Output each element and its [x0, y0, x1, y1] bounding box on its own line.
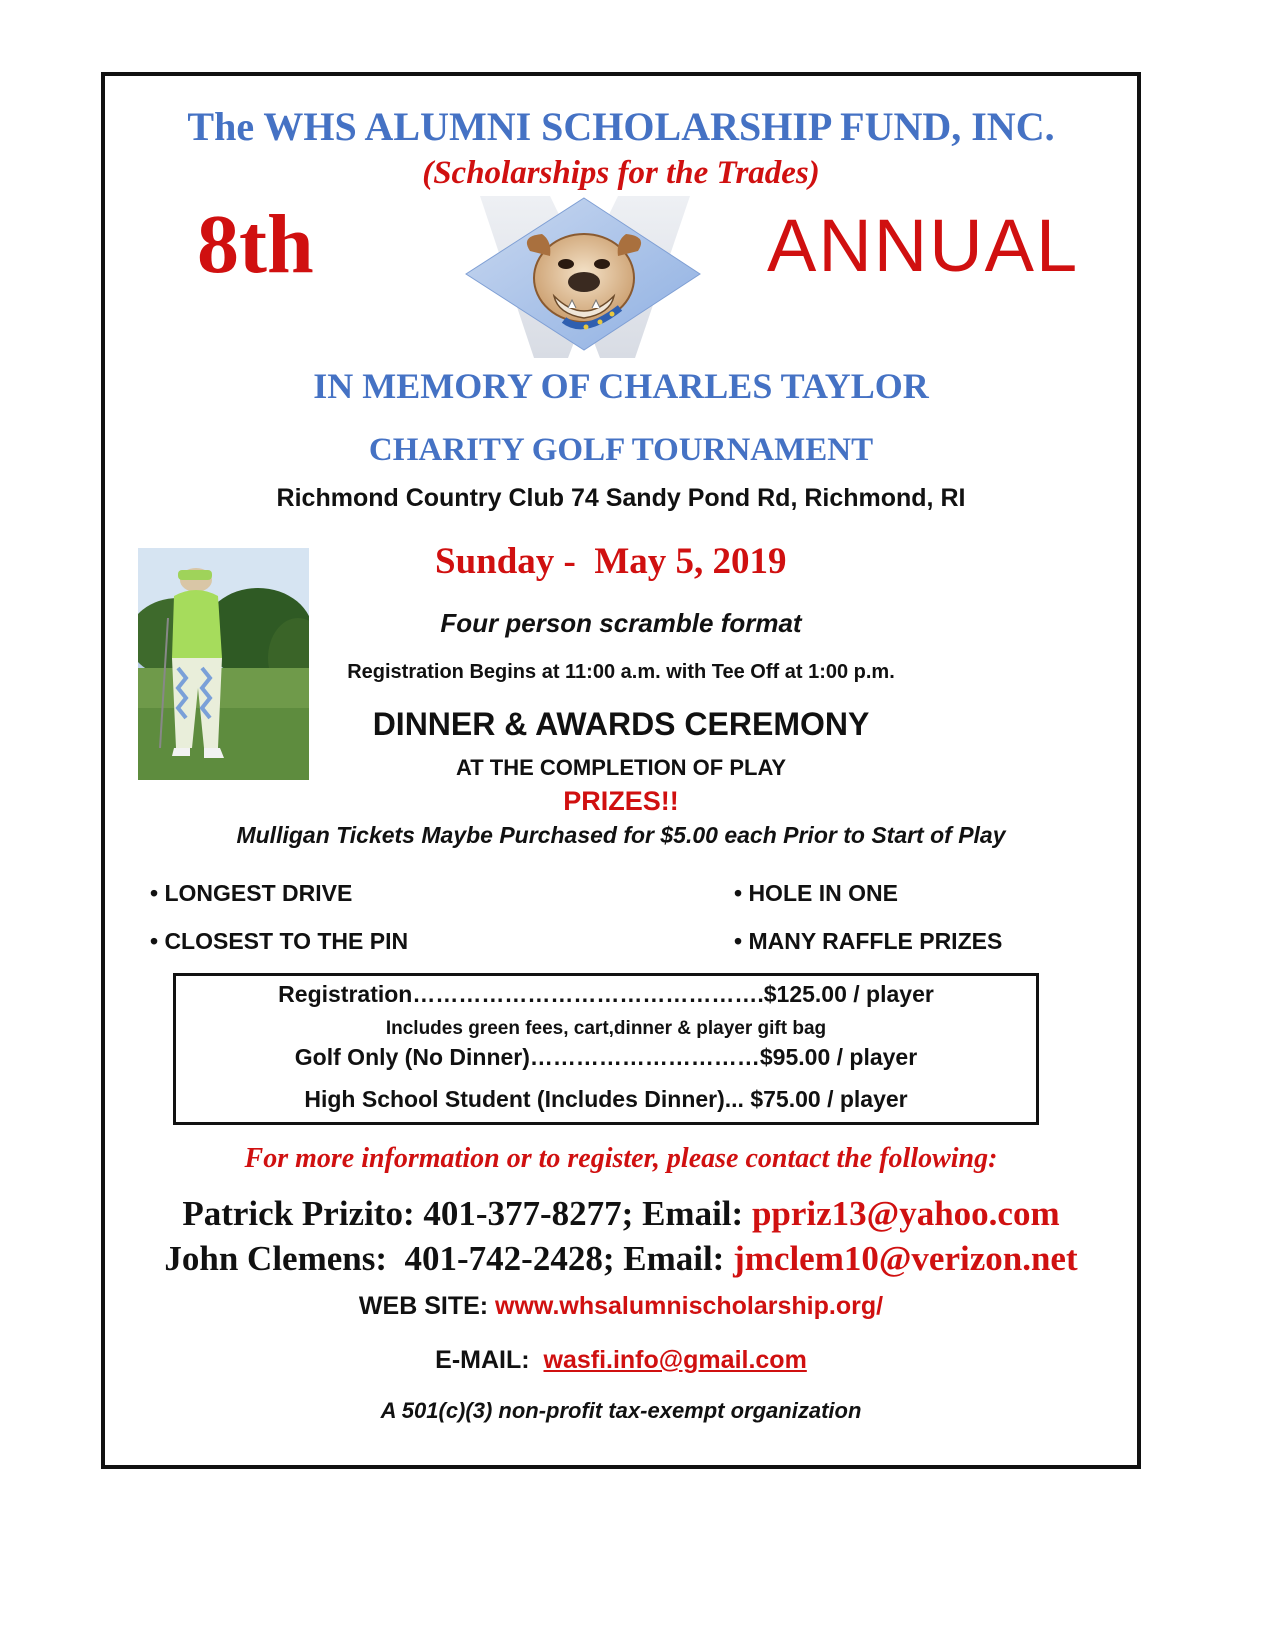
memorial-heading: IN MEMORY OF CHARLES TAYLOR: [313, 366, 929, 406]
annual-label: ANNUAL: [767, 204, 1080, 287]
website-line: [101, 1292, 1141, 1321]
registration-time: Registration Begins at 11:00 a.m. with Tee Off at 1:00 p.m.: [347, 661, 895, 683]
price-student: High School Student (Includes Dinner)... $75.00 / player: [304, 1086, 908, 1112]
contact-clemens-text: John Clemens: 401-742-2428; Email:: [164, 1239, 734, 1278]
pricing-box: [173, 973, 1039, 1125]
price-includes-note: Includes green fees, cart,dinner & player gift bag: [385, 1018, 827, 1039]
event-date: Sunday - May 5, 2019: [435, 541, 787, 582]
website-link[interactable]: www.whsalumnischolarship.org/: [495, 1292, 884, 1320]
bullet-closest-to-pin: • CLOSEST TO THE PIN: [150, 928, 409, 954]
bullet-hole-in-one: • HOLE IN ONE: [734, 880, 898, 906]
price-golf-only: Golf Only (No Dinner)…………………………$95.00 / player: [294, 1044, 918, 1070]
price-registration: Registration……………………………………….$125.00 / player: [278, 981, 934, 1007]
completion-note: AT THE COMPLETION OF PLAY: [455, 755, 786, 780]
contact-clemens-email[interactable]: jmclem10@verizon.net: [733, 1239, 1078, 1278]
play-format: Four person scramble format: [440, 608, 802, 638]
organization-subtitle: (Scholarships for the Trades): [422, 155, 820, 191]
bulldog-mascot-icon: [460, 196, 709, 358]
contact-prizito-text: Patrick Prizito: 401-377-8277; Email:: [182, 1194, 752, 1233]
prizes-heading: PRIZES!!: [563, 786, 679, 816]
nonprofit-note: A 501(c)(3) non-profit tax-exempt organization: [380, 1398, 862, 1423]
email-link[interactable]: wasfi.info@gmail.com: [543, 1346, 807, 1374]
contact-heading: For more information or to register, please contact the following:: [244, 1143, 998, 1174]
bullet-raffle-prizes: • MANY RAFFLE PRIZES: [734, 928, 1003, 954]
tournament-name: CHARITY GOLF TOURNAMENT: [368, 432, 874, 468]
contact-line-prizito: [101, 1194, 1141, 1234]
dinner-heading: DINNER & AWARDS CEREMONY: [372, 706, 870, 742]
contact-prizito-email[interactable]: ppriz13@yahoo.com: [751, 1194, 1060, 1233]
email-label: E-MAIL:: [435, 1346, 544, 1374]
organization-title: The WHS ALUMNI SCHOLARSHIP FUND, INC.: [187, 104, 1055, 149]
contact-line-clemens: [101, 1239, 1141, 1279]
website-label: WEB SITE:: [358, 1292, 496, 1320]
bullet-longest-drive: • LONGEST DRIVE: [150, 880, 353, 906]
mulligan-note: Mulligan Tickets Maybe Purchased for $5.00 each Prior to Start of Play: [236, 822, 1006, 848]
ordinal-label: 8th: [197, 198, 314, 291]
email-line: [101, 1346, 1141, 1375]
event-location: Richmond Country Club 74 Sandy Pond Rd, Richmond, RI: [276, 484, 966, 512]
